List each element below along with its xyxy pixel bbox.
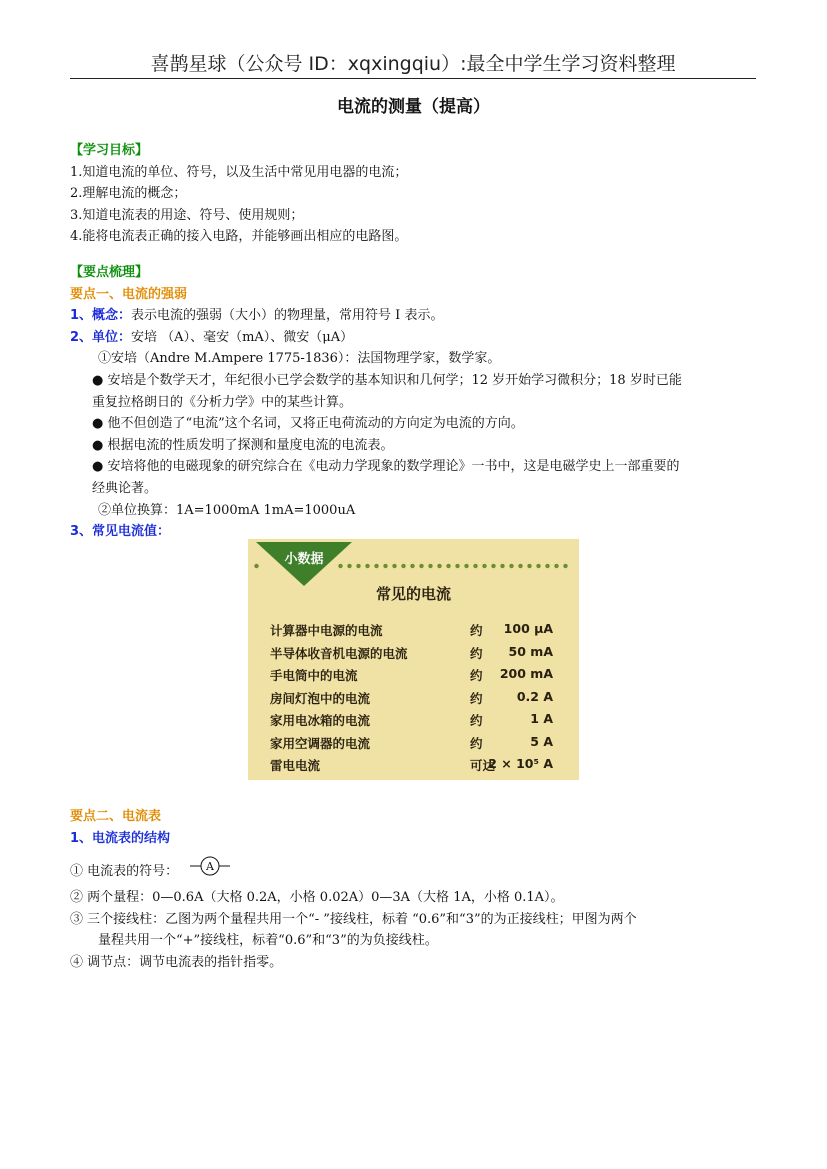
unit-conversion: ②单位换算：1A=1000mA 1mA=1000uA [98,502,356,518]
table-row [270,666,575,689]
badge-label: 小数据 [284,552,324,567]
row-qualifier: 约 [470,645,483,661]
concept-text: 表示电流的强弱（大小）的物理量，常用符号 I 表示。 [131,308,444,324]
dotted-rule [336,563,572,569]
page-header: 喜鹊星球（公众号 ID：xqxingqiu）:最全中学生学习资料整理 [70,50,756,79]
bullet-item: ● 安培将他的电磁现象的研究综合在《电动力学现象的数学理论》一书中，这是电磁学史上一部重要的 [92,459,680,475]
row-value: 0.2 A [516,688,553,704]
row-name: 家用空调器的电流 [270,735,371,751]
ammeter-symbol-letter: A [206,859,215,873]
row-name: 手电筒中的电流 [270,668,358,683]
unit-line [70,327,760,349]
row-name: 半导体收音机电源的电流 [270,645,408,661]
table-row [270,756,575,779]
row-qualifier: 约 [470,713,483,728]
range-item: ② 两个量程：0—0.6A（大格 0.2A，小格 0.02A）0—3A（大格 1A，小格 0.1A）。 [70,890,564,906]
row-qualifier: 约 [470,690,483,706]
row-value: 200 mA [499,666,553,681]
bullet-item: ● 安培是个数学天才，年纪很小已学会数学的基本知识和几何学；12 岁开始学习微积分；18 岁时已能 [92,372,682,388]
goals-heading: 【学习目标】 [70,143,149,158]
common-current-table-image [248,539,579,780]
point2-title: 要点二、电流表 [70,809,162,824]
concept-line [70,305,760,327]
row-name: 房间灯泡中的电流 [270,690,371,706]
row-name: 雷电电流 [270,758,321,773]
symbol-text: ① 电流表的符号： [70,864,179,880]
row-value: 100 μA [503,621,553,636]
row-value: 1 A [530,711,553,726]
document-body-part2 [70,806,760,974]
document-body [70,140,760,543]
table-row [270,689,575,712]
table-row [270,621,575,644]
bullet-item: ● 他不但创造了“电流”这个名词，又将正电荷流动的方向定为电流的方向。 [92,416,524,432]
page-title: 电流的测量（提高） [337,97,490,117]
bullet-item-continued: 重复拉格朗日的《分析力学》中的某些计算。 [92,394,353,410]
row-qualifier: 约 [470,668,483,683]
unit-label: 2、单位： [70,329,132,345]
row-name: 家用电冰箱的电流 [270,713,371,728]
ampere-note: ①安培（Andre M.Ampere 1775-1836）：法国物理学家，数学家。 [98,351,501,367]
common-current-label: 3、常见电流值： [70,524,171,540]
terminal-item-continued: 量程共用一个“+”接线柱，标着“0.6”和“3”的为负接线柱。 [98,933,438,949]
row-qualifier: 可达 [470,758,496,773]
symbol-line [70,857,760,887]
adjust-item: ④ 调节点：调节电流表的指针指零。 [70,954,283,970]
table-rows [270,621,575,779]
summary-heading: 【要点梳理】 [70,264,149,280]
ammeter-symbol-icon [190,855,230,877]
row-value: 5 A [530,733,553,749]
concept-label: 1、概念： [70,308,132,324]
bullet-item-continued: 经典论著。 [92,480,158,496]
goal-item: 1.知道电流的单位、符号，以及生活中常见用电器的电流； [70,164,408,180]
terminal-item: ③ 三个接线柱：乙图为两个量程共用一个“- ”接线柱，标着 “0.6”和“3”的为正接线柱；甲图为两个 [70,911,637,927]
row-value: 50 mA [508,643,553,659]
table-row [270,644,575,667]
structure-label: 1、电流表的结构 [70,830,171,846]
row-qualifier: 约 [470,735,483,751]
row-qualifier: 约 [470,623,483,638]
table-row [270,711,575,734]
bullet-item: ● 根据电流的性质发明了探测和量度电流的电流表。 [92,437,394,453]
goal-item: 2.理解电流的概念； [70,186,187,202]
row-value: 2 × 10⁵ A [488,756,553,771]
row-name: 计算器中电源的电流 [270,623,383,638]
goal-item: 4.能将电流表正确的接入电路，并能够画出相应的电路图。 [70,229,408,245]
table-row [270,734,575,757]
table-title: 常见的电流 [375,585,451,603]
unit-text: 安培 （A）、毫安（mA）、微安（μA） [131,329,354,345]
point1-title: 要点一、电流的强弱 [70,286,188,302]
goal-item: 3.知道电流表的用途、符号、使用规则； [70,207,304,223]
